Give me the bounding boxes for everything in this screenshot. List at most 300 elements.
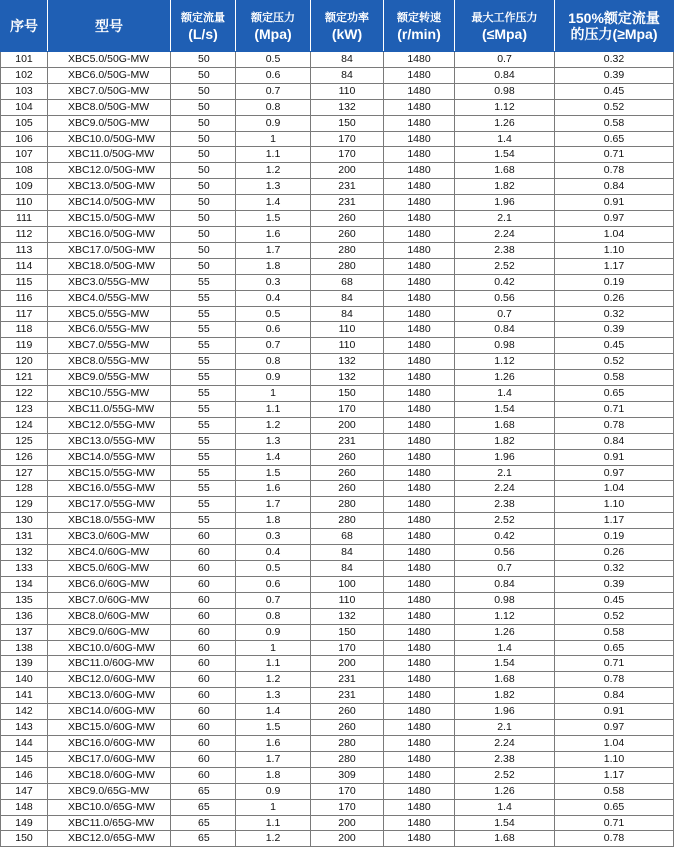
header-model-label: 型号 bbox=[95, 18, 123, 34]
cell-rated-pressure: 1.4 bbox=[236, 449, 311, 465]
cell-max-pressure: 0.98 bbox=[455, 338, 555, 354]
cell-rated-speed: 1480 bbox=[384, 306, 455, 322]
table-row bbox=[1, 640, 674, 656]
cell-pressure-at-150pct: 1.10 bbox=[555, 242, 674, 258]
cell-rated-pressure: 1 bbox=[236, 799, 311, 815]
table-row bbox=[1, 290, 674, 306]
cell-model: XBC18.0/60G-MW bbox=[48, 767, 171, 783]
cell-max-pressure: 2.52 bbox=[455, 258, 555, 274]
cell-rated-power: 260 bbox=[311, 449, 384, 465]
cell-max-pressure: 2.24 bbox=[455, 481, 555, 497]
cell-rated-flow: 60 bbox=[171, 656, 236, 672]
cell-pressure-at-150pct: 0.71 bbox=[555, 401, 674, 417]
cell-rated-flow: 55 bbox=[171, 306, 236, 322]
cell-pressure-at-150pct: 0.39 bbox=[555, 322, 674, 338]
cell-rated-speed: 1480 bbox=[384, 497, 455, 513]
cell-pressure-at-150pct: 0.58 bbox=[555, 624, 674, 640]
cell-index: 150 bbox=[1, 831, 48, 847]
cell-index: 103 bbox=[1, 83, 48, 99]
cell-rated-speed: 1480 bbox=[384, 67, 455, 83]
cell-model: XBC16.0/55G-MW bbox=[48, 481, 171, 497]
cell-index: 107 bbox=[1, 147, 48, 163]
cell-index: 149 bbox=[1, 815, 48, 831]
cell-index: 132 bbox=[1, 545, 48, 561]
cell-model: XBC13.0/55G-MW bbox=[48, 433, 171, 449]
cell-index: 125 bbox=[1, 433, 48, 449]
cell-rated-speed: 1480 bbox=[384, 720, 455, 736]
cell-rated-power: 260 bbox=[311, 720, 384, 736]
cell-rated-flow: 60 bbox=[171, 672, 236, 688]
cell-max-pressure: 1.96 bbox=[455, 195, 555, 211]
cell-model: XBC9.0/55G-MW bbox=[48, 370, 171, 386]
cell-rated-pressure: 0.7 bbox=[236, 592, 311, 608]
cell-max-pressure: 1.54 bbox=[455, 147, 555, 163]
cell-rated-speed: 1480 bbox=[384, 179, 455, 195]
cell-index: 104 bbox=[1, 99, 48, 115]
cell-max-pressure: 1.12 bbox=[455, 608, 555, 624]
table-row bbox=[1, 656, 674, 672]
cell-model: XBC16.0/50G-MW bbox=[48, 226, 171, 242]
header-row bbox=[1, 1, 674, 52]
cell-pressure-at-150pct: 0.97 bbox=[555, 720, 674, 736]
cell-rated-pressure: 1.1 bbox=[236, 656, 311, 672]
cell-pressure-at-150pct: 0.91 bbox=[555, 449, 674, 465]
table-body bbox=[1, 52, 674, 847]
cell-rated-pressure: 1.7 bbox=[236, 751, 311, 767]
cell-rated-flow: 50 bbox=[171, 52, 236, 68]
cell-model: XBC13.0/50G-MW bbox=[48, 179, 171, 195]
cell-index: 139 bbox=[1, 656, 48, 672]
cell-index: 108 bbox=[1, 163, 48, 179]
cell-pressure-at-150pct: 0.58 bbox=[555, 115, 674, 131]
cell-model: XBC16.0/60G-MW bbox=[48, 735, 171, 751]
table-row bbox=[1, 131, 674, 147]
cell-max-pressure: 2.38 bbox=[455, 497, 555, 513]
cell-index: 105 bbox=[1, 115, 48, 131]
cell-rated-speed: 1480 bbox=[384, 386, 455, 402]
cell-rated-pressure: 1.8 bbox=[236, 258, 311, 274]
cell-rated-pressure: 0.3 bbox=[236, 274, 311, 290]
cell-pressure-at-150pct: 0.84 bbox=[555, 179, 674, 195]
cell-rated-power: 231 bbox=[311, 672, 384, 688]
cell-max-pressure: 0.56 bbox=[455, 290, 555, 306]
cell-max-pressure: 0.98 bbox=[455, 592, 555, 608]
table-row bbox=[1, 386, 674, 402]
cell-rated-speed: 1480 bbox=[384, 735, 455, 751]
cell-model: XBC9.0/60G-MW bbox=[48, 624, 171, 640]
cell-pressure-at-150pct: 1.04 bbox=[555, 481, 674, 497]
cell-rated-pressure: 0.6 bbox=[236, 67, 311, 83]
cell-rated-speed: 1480 bbox=[384, 211, 455, 227]
cell-rated-power: 132 bbox=[311, 608, 384, 624]
table-row bbox=[1, 52, 674, 68]
table-row bbox=[1, 592, 674, 608]
cell-rated-flow: 60 bbox=[171, 561, 236, 577]
cell-rated-speed: 1480 bbox=[384, 115, 455, 131]
cell-pressure-at-150pct: 0.65 bbox=[555, 640, 674, 656]
cell-rated-power: 280 bbox=[311, 735, 384, 751]
cell-rated-speed: 1480 bbox=[384, 783, 455, 799]
cell-model: XBC14.0/50G-MW bbox=[48, 195, 171, 211]
cell-rated-pressure: 1 bbox=[236, 131, 311, 147]
cell-rated-power: 132 bbox=[311, 354, 384, 370]
cell-index: 111 bbox=[1, 211, 48, 227]
cell-index: 136 bbox=[1, 608, 48, 624]
cell-pressure-at-150pct: 0.52 bbox=[555, 99, 674, 115]
cell-max-pressure: 1.82 bbox=[455, 433, 555, 449]
cell-rated-flow: 60 bbox=[171, 576, 236, 592]
table-row bbox=[1, 735, 674, 751]
table-row bbox=[1, 195, 674, 211]
header-max-pressure-label: 最大工作压力 bbox=[471, 12, 538, 24]
cell-rated-speed: 1480 bbox=[384, 401, 455, 417]
header-rated-pressure-unit: (Mpa) bbox=[254, 26, 292, 42]
cell-rated-speed: 1480 bbox=[384, 688, 455, 704]
cell-rated-pressure: 1 bbox=[236, 386, 311, 402]
cell-index: 113 bbox=[1, 242, 48, 258]
cell-rated-power: 200 bbox=[311, 417, 384, 433]
header-max-pressure-unit: (≤Mpa) bbox=[481, 26, 527, 42]
table-row bbox=[1, 67, 674, 83]
cell-rated-power: 231 bbox=[311, 433, 384, 449]
cell-rated-speed: 1480 bbox=[384, 131, 455, 147]
cell-max-pressure: 1.12 bbox=[455, 99, 555, 115]
cell-rated-power: 132 bbox=[311, 370, 384, 386]
cell-rated-power: 84 bbox=[311, 52, 384, 68]
cell-rated-speed: 1480 bbox=[384, 704, 455, 720]
cell-rated-power: 280 bbox=[311, 242, 384, 258]
cell-max-pressure: 1.68 bbox=[455, 672, 555, 688]
cell-max-pressure: 1.12 bbox=[455, 354, 555, 370]
cell-rated-flow: 55 bbox=[171, 449, 236, 465]
cell-rated-pressure: 1.6 bbox=[236, 481, 311, 497]
cell-rated-flow: 55 bbox=[171, 386, 236, 402]
cell-rated-power: 110 bbox=[311, 322, 384, 338]
cell-rated-speed: 1480 bbox=[384, 99, 455, 115]
table-row bbox=[1, 147, 674, 163]
cell-rated-power: 110 bbox=[311, 83, 384, 99]
cell-rated-power: 280 bbox=[311, 497, 384, 513]
cell-rated-flow: 60 bbox=[171, 529, 236, 545]
cell-index: 127 bbox=[1, 465, 48, 481]
cell-model: XBC6.0/55G-MW bbox=[48, 322, 171, 338]
cell-rated-power: 170 bbox=[311, 131, 384, 147]
cell-max-pressure: 1.4 bbox=[455, 386, 555, 402]
cell-max-pressure: 0.42 bbox=[455, 274, 555, 290]
cell-rated-power: 231 bbox=[311, 179, 384, 195]
cell-rated-power: 200 bbox=[311, 163, 384, 179]
cell-index: 123 bbox=[1, 401, 48, 417]
cell-max-pressure: 2.52 bbox=[455, 513, 555, 529]
cell-rated-speed: 1480 bbox=[384, 465, 455, 481]
cell-model: XBC12.0/60G-MW bbox=[48, 672, 171, 688]
table-row bbox=[1, 163, 674, 179]
cell-index: 141 bbox=[1, 688, 48, 704]
cell-rated-speed: 1480 bbox=[384, 799, 455, 815]
cell-index: 133 bbox=[1, 561, 48, 577]
cell-rated-pressure: 1.6 bbox=[236, 226, 311, 242]
cell-model: XBC8.0/50G-MW bbox=[48, 99, 171, 115]
cell-rated-speed: 1480 bbox=[384, 751, 455, 767]
cell-rated-speed: 1480 bbox=[384, 672, 455, 688]
cell-index: 101 bbox=[1, 52, 48, 68]
cell-rated-speed: 1480 bbox=[384, 831, 455, 847]
cell-rated-power: 150 bbox=[311, 115, 384, 131]
cell-rated-pressure: 1.5 bbox=[236, 720, 311, 736]
cell-rated-pressure: 1.4 bbox=[236, 704, 311, 720]
cell-model: XBC9.0/50G-MW bbox=[48, 115, 171, 131]
table-row bbox=[1, 226, 674, 242]
cell-rated-flow: 60 bbox=[171, 720, 236, 736]
cell-pressure-at-150pct: 0.32 bbox=[555, 306, 674, 322]
cell-model: XBC10.0/60G-MW bbox=[48, 640, 171, 656]
cell-pressure-at-150pct: 0.91 bbox=[555, 195, 674, 211]
cell-rated-power: 200 bbox=[311, 831, 384, 847]
cell-rated-power: 150 bbox=[311, 624, 384, 640]
cell-index: 117 bbox=[1, 306, 48, 322]
cell-model: XBC10.0/65G-MW bbox=[48, 799, 171, 815]
cell-rated-flow: 60 bbox=[171, 735, 236, 751]
cell-index: 122 bbox=[1, 386, 48, 402]
cell-pressure-at-150pct: 0.97 bbox=[555, 211, 674, 227]
cell-rated-pressure: 1.5 bbox=[236, 211, 311, 227]
cell-model: XBC12.0/55G-MW bbox=[48, 417, 171, 433]
cell-model: XBC11.0/55G-MW bbox=[48, 401, 171, 417]
header-rated-power bbox=[311, 1, 384, 52]
cell-pressure-at-150pct: 0.45 bbox=[555, 338, 674, 354]
cell-rated-speed: 1480 bbox=[384, 274, 455, 290]
cell-rated-pressure: 1.3 bbox=[236, 688, 311, 704]
cell-index: 144 bbox=[1, 735, 48, 751]
cell-index: 121 bbox=[1, 370, 48, 386]
cell-rated-flow: 55 bbox=[171, 465, 236, 481]
cell-model: XBC11.0/50G-MW bbox=[48, 147, 171, 163]
cell-rated-flow: 55 bbox=[171, 433, 236, 449]
cell-rated-pressure: 0.3 bbox=[236, 529, 311, 545]
table-row bbox=[1, 799, 674, 815]
cell-pressure-at-150pct: 0.45 bbox=[555, 83, 674, 99]
cell-model: XBC14.0/55G-MW bbox=[48, 449, 171, 465]
table-row bbox=[1, 672, 674, 688]
cell-model: XBC7.0/50G-MW bbox=[48, 83, 171, 99]
table-row bbox=[1, 322, 674, 338]
cell-rated-speed: 1480 bbox=[384, 529, 455, 545]
cell-pressure-at-150pct: 0.84 bbox=[555, 688, 674, 704]
cell-rated-flow: 55 bbox=[171, 513, 236, 529]
cell-index: 112 bbox=[1, 226, 48, 242]
cell-max-pressure: 2.38 bbox=[455, 242, 555, 258]
cell-rated-pressure: 1.2 bbox=[236, 417, 311, 433]
cell-rated-power: 170 bbox=[311, 401, 384, 417]
cell-rated-speed: 1480 bbox=[384, 52, 455, 68]
cell-pressure-at-150pct: 0.71 bbox=[555, 147, 674, 163]
cell-rated-flow: 55 bbox=[171, 354, 236, 370]
cell-max-pressure: 1.68 bbox=[455, 831, 555, 847]
cell-model: XBC9.0/65G-MW bbox=[48, 783, 171, 799]
cell-max-pressure: 1.96 bbox=[455, 449, 555, 465]
cell-index: 145 bbox=[1, 751, 48, 767]
cell-rated-power: 231 bbox=[311, 195, 384, 211]
cell-rated-flow: 55 bbox=[171, 290, 236, 306]
cell-max-pressure: 1.82 bbox=[455, 688, 555, 704]
cell-max-pressure: 2.52 bbox=[455, 767, 555, 783]
cell-rated-flow: 55 bbox=[171, 322, 236, 338]
cell-pressure-at-150pct: 0.71 bbox=[555, 815, 674, 831]
cell-rated-flow: 55 bbox=[171, 370, 236, 386]
cell-max-pressure: 2.24 bbox=[455, 735, 555, 751]
cell-rated-speed: 1480 bbox=[384, 608, 455, 624]
cell-max-pressure: 0.84 bbox=[455, 322, 555, 338]
table-row bbox=[1, 688, 674, 704]
cell-index: 116 bbox=[1, 290, 48, 306]
cell-rated-pressure: 0.6 bbox=[236, 322, 311, 338]
cell-rated-speed: 1480 bbox=[384, 513, 455, 529]
table-row bbox=[1, 767, 674, 783]
table-row bbox=[1, 433, 674, 449]
cell-max-pressure: 0.84 bbox=[455, 67, 555, 83]
cell-max-pressure: 1.54 bbox=[455, 656, 555, 672]
cell-model: XBC15.0/50G-MW bbox=[48, 211, 171, 227]
cell-pressure-at-150pct: 0.19 bbox=[555, 274, 674, 290]
cell-rated-power: 110 bbox=[311, 338, 384, 354]
cell-rated-pressure: 1.2 bbox=[236, 163, 311, 179]
cell-rated-speed: 1480 bbox=[384, 545, 455, 561]
cell-max-pressure: 1.26 bbox=[455, 370, 555, 386]
cell-rated-flow: 50 bbox=[171, 195, 236, 211]
cell-model: XBC3.0/60G-MW bbox=[48, 529, 171, 545]
cell-rated-speed: 1480 bbox=[384, 290, 455, 306]
cell-rated-flow: 60 bbox=[171, 767, 236, 783]
cell-rated-pressure: 0.5 bbox=[236, 561, 311, 577]
cell-model: XBC15.0/55G-MW bbox=[48, 465, 171, 481]
cell-rated-flow: 65 bbox=[171, 815, 236, 831]
header-rated-speed-label: 额定转速 bbox=[397, 12, 441, 24]
table-row bbox=[1, 561, 674, 577]
header-rated-flow-label: 额定流量 bbox=[181, 12, 225, 24]
cell-rated-power: 170 bbox=[311, 799, 384, 815]
cell-rated-pressure: 0.4 bbox=[236, 290, 311, 306]
cell-rated-flow: 55 bbox=[171, 481, 236, 497]
cell-rated-power: 170 bbox=[311, 147, 384, 163]
cell-rated-speed: 1480 bbox=[384, 370, 455, 386]
cell-rated-pressure: 0.8 bbox=[236, 354, 311, 370]
cell-index: 102 bbox=[1, 67, 48, 83]
cell-rated-flow: 60 bbox=[171, 640, 236, 656]
cell-pressure-at-150pct: 0.78 bbox=[555, 417, 674, 433]
cell-rated-power: 231 bbox=[311, 688, 384, 704]
cell-rated-speed: 1480 bbox=[384, 592, 455, 608]
cell-index: 126 bbox=[1, 449, 48, 465]
cell-max-pressure: 1.26 bbox=[455, 115, 555, 131]
cell-rated-speed: 1480 bbox=[384, 242, 455, 258]
cell-rated-flow: 60 bbox=[171, 704, 236, 720]
cell-rated-flow: 55 bbox=[171, 401, 236, 417]
cell-rated-power: 280 bbox=[311, 258, 384, 274]
table-row bbox=[1, 497, 674, 513]
table-row bbox=[1, 831, 674, 847]
cell-rated-power: 84 bbox=[311, 561, 384, 577]
table-row bbox=[1, 481, 674, 497]
cell-model: XBC7.0/55G-MW bbox=[48, 338, 171, 354]
cell-max-pressure: 0.7 bbox=[455, 306, 555, 322]
cell-rated-speed: 1480 bbox=[384, 354, 455, 370]
cell-rated-pressure: 1.8 bbox=[236, 513, 311, 529]
cell-rated-power: 260 bbox=[311, 226, 384, 242]
cell-model: XBC8.0/60G-MW bbox=[48, 608, 171, 624]
table-row bbox=[1, 83, 674, 99]
cell-max-pressure: 0.84 bbox=[455, 576, 555, 592]
cell-index: 137 bbox=[1, 624, 48, 640]
cell-rated-power: 260 bbox=[311, 465, 384, 481]
cell-rated-power: 68 bbox=[311, 529, 384, 545]
cell-rated-speed: 1480 bbox=[384, 433, 455, 449]
table-row bbox=[1, 179, 674, 195]
cell-index: 124 bbox=[1, 417, 48, 433]
cell-model: XBC12.0/50G-MW bbox=[48, 163, 171, 179]
cell-pressure-at-150pct: 0.78 bbox=[555, 163, 674, 179]
cell-max-pressure: 0.56 bbox=[455, 545, 555, 561]
cell-rated-power: 260 bbox=[311, 481, 384, 497]
cell-rated-speed: 1480 bbox=[384, 195, 455, 211]
cell-pressure-at-150pct: 1.17 bbox=[555, 767, 674, 783]
cell-rated-power: 260 bbox=[311, 704, 384, 720]
cell-rated-power: 84 bbox=[311, 545, 384, 561]
header-rated-power-label: 额定功率 bbox=[325, 12, 369, 24]
cell-rated-speed: 1480 bbox=[384, 561, 455, 577]
table-row bbox=[1, 545, 674, 561]
cell-index: 109 bbox=[1, 179, 48, 195]
cell-pressure-at-150pct: 0.97 bbox=[555, 465, 674, 481]
cell-rated-pressure: 1.3 bbox=[236, 433, 311, 449]
cell-rated-pressure: 1.4 bbox=[236, 195, 311, 211]
cell-max-pressure: 1.26 bbox=[455, 783, 555, 799]
cell-model: XBC4.0/55G-MW bbox=[48, 290, 171, 306]
cell-rated-flow: 60 bbox=[171, 545, 236, 561]
cell-model: XBC5.0/60G-MW bbox=[48, 561, 171, 577]
table-header bbox=[1, 1, 674, 52]
cell-rated-speed: 1480 bbox=[384, 226, 455, 242]
cell-max-pressure: 0.42 bbox=[455, 529, 555, 545]
cell-rated-pressure: 0.8 bbox=[236, 608, 311, 624]
cell-rated-pressure: 0.7 bbox=[236, 338, 311, 354]
cell-max-pressure: 0.7 bbox=[455, 561, 555, 577]
table-row bbox=[1, 815, 674, 831]
cell-model: XBC7.0/60G-MW bbox=[48, 592, 171, 608]
cell-rated-pressure: 1.2 bbox=[236, 672, 311, 688]
header-rated-speed bbox=[384, 1, 455, 52]
cell-rated-flow: 50 bbox=[171, 115, 236, 131]
cell-rated-power: 100 bbox=[311, 576, 384, 592]
cell-pressure-at-150pct: 0.39 bbox=[555, 576, 674, 592]
cell-rated-power: 84 bbox=[311, 67, 384, 83]
cell-rated-flow: 60 bbox=[171, 592, 236, 608]
cell-rated-speed: 1480 bbox=[384, 449, 455, 465]
cell-rated-pressure: 1.6 bbox=[236, 735, 311, 751]
cell-model: XBC13.0/60G-MW bbox=[48, 688, 171, 704]
cell-model: XBC18.0/55G-MW bbox=[48, 513, 171, 529]
cell-rated-speed: 1480 bbox=[384, 163, 455, 179]
cell-rated-pressure: 0.7 bbox=[236, 83, 311, 99]
cell-rated-pressure: 0.6 bbox=[236, 576, 311, 592]
header-150pct-pressure-unit: 的压力(≥Mpa) bbox=[570, 26, 658, 42]
table-row bbox=[1, 242, 674, 258]
cell-rated-power: 260 bbox=[311, 211, 384, 227]
cell-max-pressure: 1.68 bbox=[455, 163, 555, 179]
cell-model: XBC10.0/50G-MW bbox=[48, 131, 171, 147]
cell-rated-speed: 1480 bbox=[384, 258, 455, 274]
cell-rated-pressure: 0.9 bbox=[236, 783, 311, 799]
cell-index: 147 bbox=[1, 783, 48, 799]
